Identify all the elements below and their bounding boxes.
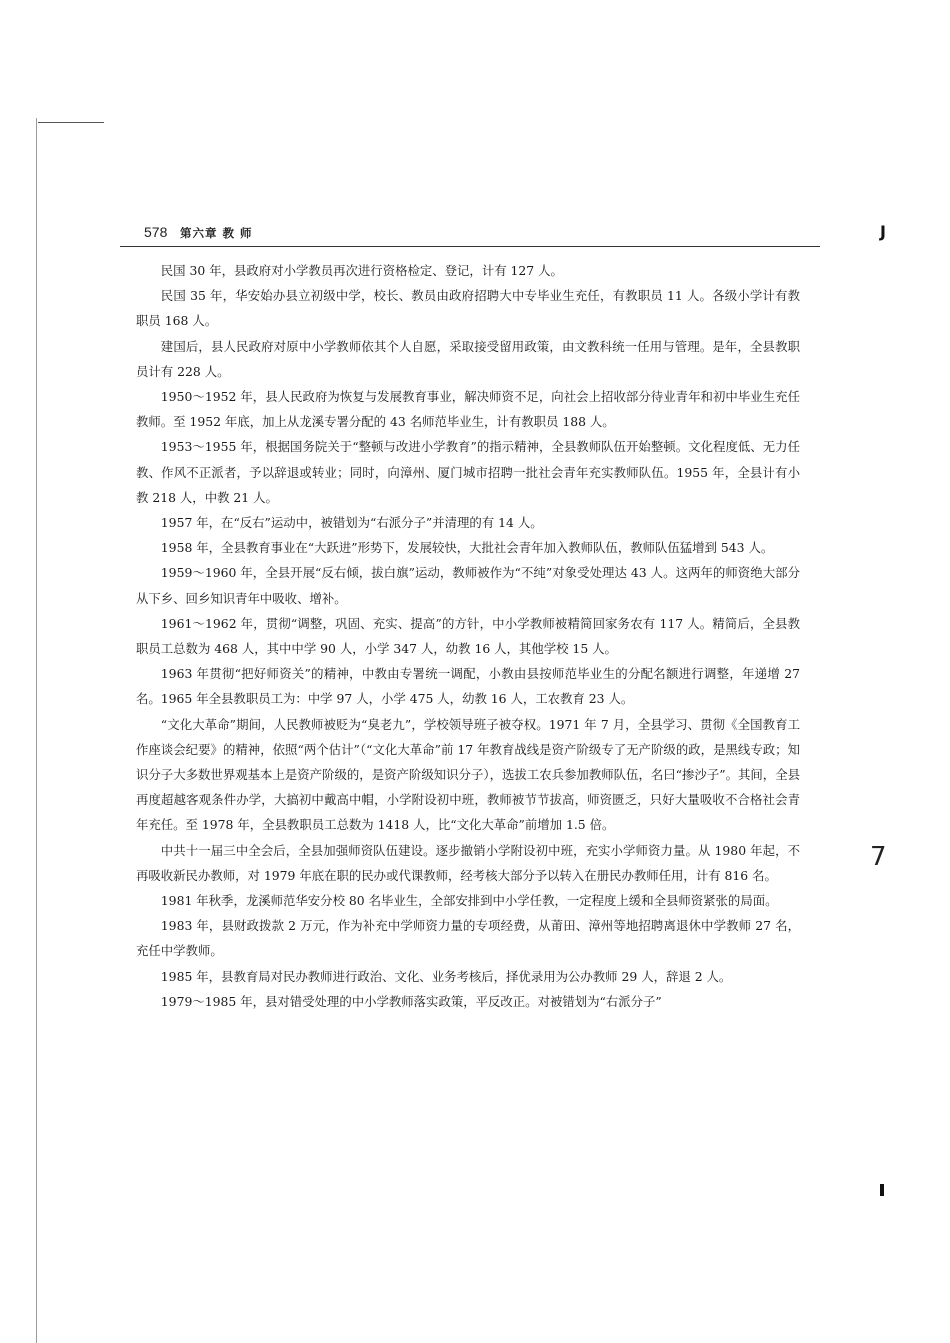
paragraph: 1985 年，县教育局对民办教师进行政治、文化、业务考核后，择优录用为公办教师 29 人，辞退 2 人。 xyxy=(160,968,732,984)
paragraph: 建国后，县人民政府对原中小学教师依其个人自愿，采取接受留用政策，由文教科统一任用与管理。是年，全县教职员计有 228 人。 xyxy=(136,338,800,379)
body-text xyxy=(136,258,800,1014)
paragraph: 1953～1955 年，根据国务院关于“整顿与改进小学教育”的指示精神，全县教师队伍开始整顿。文化程度低、无力任教、作风不正派者，予以辞退或转业；同时，向漳州、厦门城市招聘一批社会青年充实教师队伍。1955 年，全县计有小教 218 人，中教 21 人。 xyxy=(136,439,800,505)
header-rule xyxy=(120,246,820,247)
page-number: 578 xyxy=(144,224,168,240)
paragraph: 1958 年，全县教育事业在“大跃进”形势下，发展较快，大批社会青年加入教师队伍，教师队伍猛增到 543 人。 xyxy=(160,540,774,556)
paragraph: 1983 年，县财政拨款 2 万元，作为补充中学师资力量的专项经费，从莆田、漳州等地招聘离退休中学教师 27 名，充任中学教师。 xyxy=(136,918,800,959)
paragraph: 1963 年贯彻“把好师资关”的精神，中教由专署统一调配，小教由县按师范毕业生的分配名额进行调整，年递增 27 名。1965 年全县教职员工为：中学 97 人，小学 475 人，幼教 16 人，工农教育 23 人。 xyxy=(136,666,800,707)
scan-margin-line xyxy=(36,118,37,1343)
paragraph: 1981 年秋季，龙溪师范华安分校 80 名毕业生，全部安排到中小学任教，一定程度上缓和全县师资紧张的局面。 xyxy=(160,893,778,909)
margin-mark-bottom xyxy=(880,1184,884,1196)
paragraph: 民国 30 年，县政府对小学教员再次进行资格检定、登记，计有 127 人。 xyxy=(160,263,563,278)
paragraph: 1961～1962 年，贯彻“调整，巩固、充实、提高”的方针，中小学教师被精简回家务农有 117 人。精简后，全县教职员工总数为 468 人，其中中学 90 人，小学 347 人，幼教 16 人，其他学校 15 人。 xyxy=(136,615,800,657)
paragraph: 民国 35 年，华安始办县立初级中学，校长、教员由政府招聘大中专毕业生充任，有教职员 11 人。各级小学计有教职员 168 人。 xyxy=(136,288,800,329)
paragraph: 1979～1985 年，县对错受处理的中小学教师落实政策，平反改正。对被错划为“右派分子” xyxy=(160,993,662,1009)
paragraph: “文化大革命”期间，人民教师被贬为“臭老九”，学校领导班子被夺权。1971 年 7 月，全县学习、贯彻《全国教育工作座谈会纪要》的精神，依照“两个估计”（“文化大革命”前 17 年教育战线是资产阶级专了无产阶级的政，是黑线专政；知识分子大多数世界观基本上是资产阶级的，是资产阶级知识分子），选拔工农兵参加教师队伍，名曰“掺沙子”。其间，全县再度超越客观条件办学，大搞初中戴高中帽，小学附设初中班，教师被节节拔高，师资匮乏，只好大量吸收不合格社会青年充任。至 1978 年，全县教职员工总数为 1418 人，比“文化大革命”前增加 1.5 倍。 xyxy=(136,716,800,833)
margin-mark-top: J xyxy=(880,222,886,241)
paragraph: 1959～1960 年，全县开展“反右倾，拔白旗”运动，教师被作为“不纯”对象受处理达 43 人。这两年的师资绝大部分从下乡、回乡知识青年中吸收、增补。 xyxy=(136,565,800,606)
chapter-title: 第六章 教 师 xyxy=(180,226,253,240)
scan-corner-dash xyxy=(38,122,104,123)
paragraph: 1950～1952 年，县人民政府为恢复与发展教育事业，解决师资不足，向社会上招收部分待业青年和初中毕业生充任教师。至 1952 年底，加上从龙溪专署分配的 43 名师范毕业生，计有教职员 188 人。 xyxy=(136,389,800,430)
paragraph: 1957 年，在“反右”运动中，被错划为“右派分子”并清理的有 14 人。 xyxy=(160,515,543,531)
page-header xyxy=(120,220,820,248)
margin-mark-middle: 7 xyxy=(870,842,887,872)
paragraph: 中共十一届三中全会后，全县加强师资队伍建设。逐步撤销小学附设初中班，充实小学师资力量。从 1980 年起，不再吸收新民办教师，对 1979 年底在职的民办或代课教师，经考核大部分予以转入在册民办教师任用，计有 816 名。 xyxy=(136,842,800,883)
